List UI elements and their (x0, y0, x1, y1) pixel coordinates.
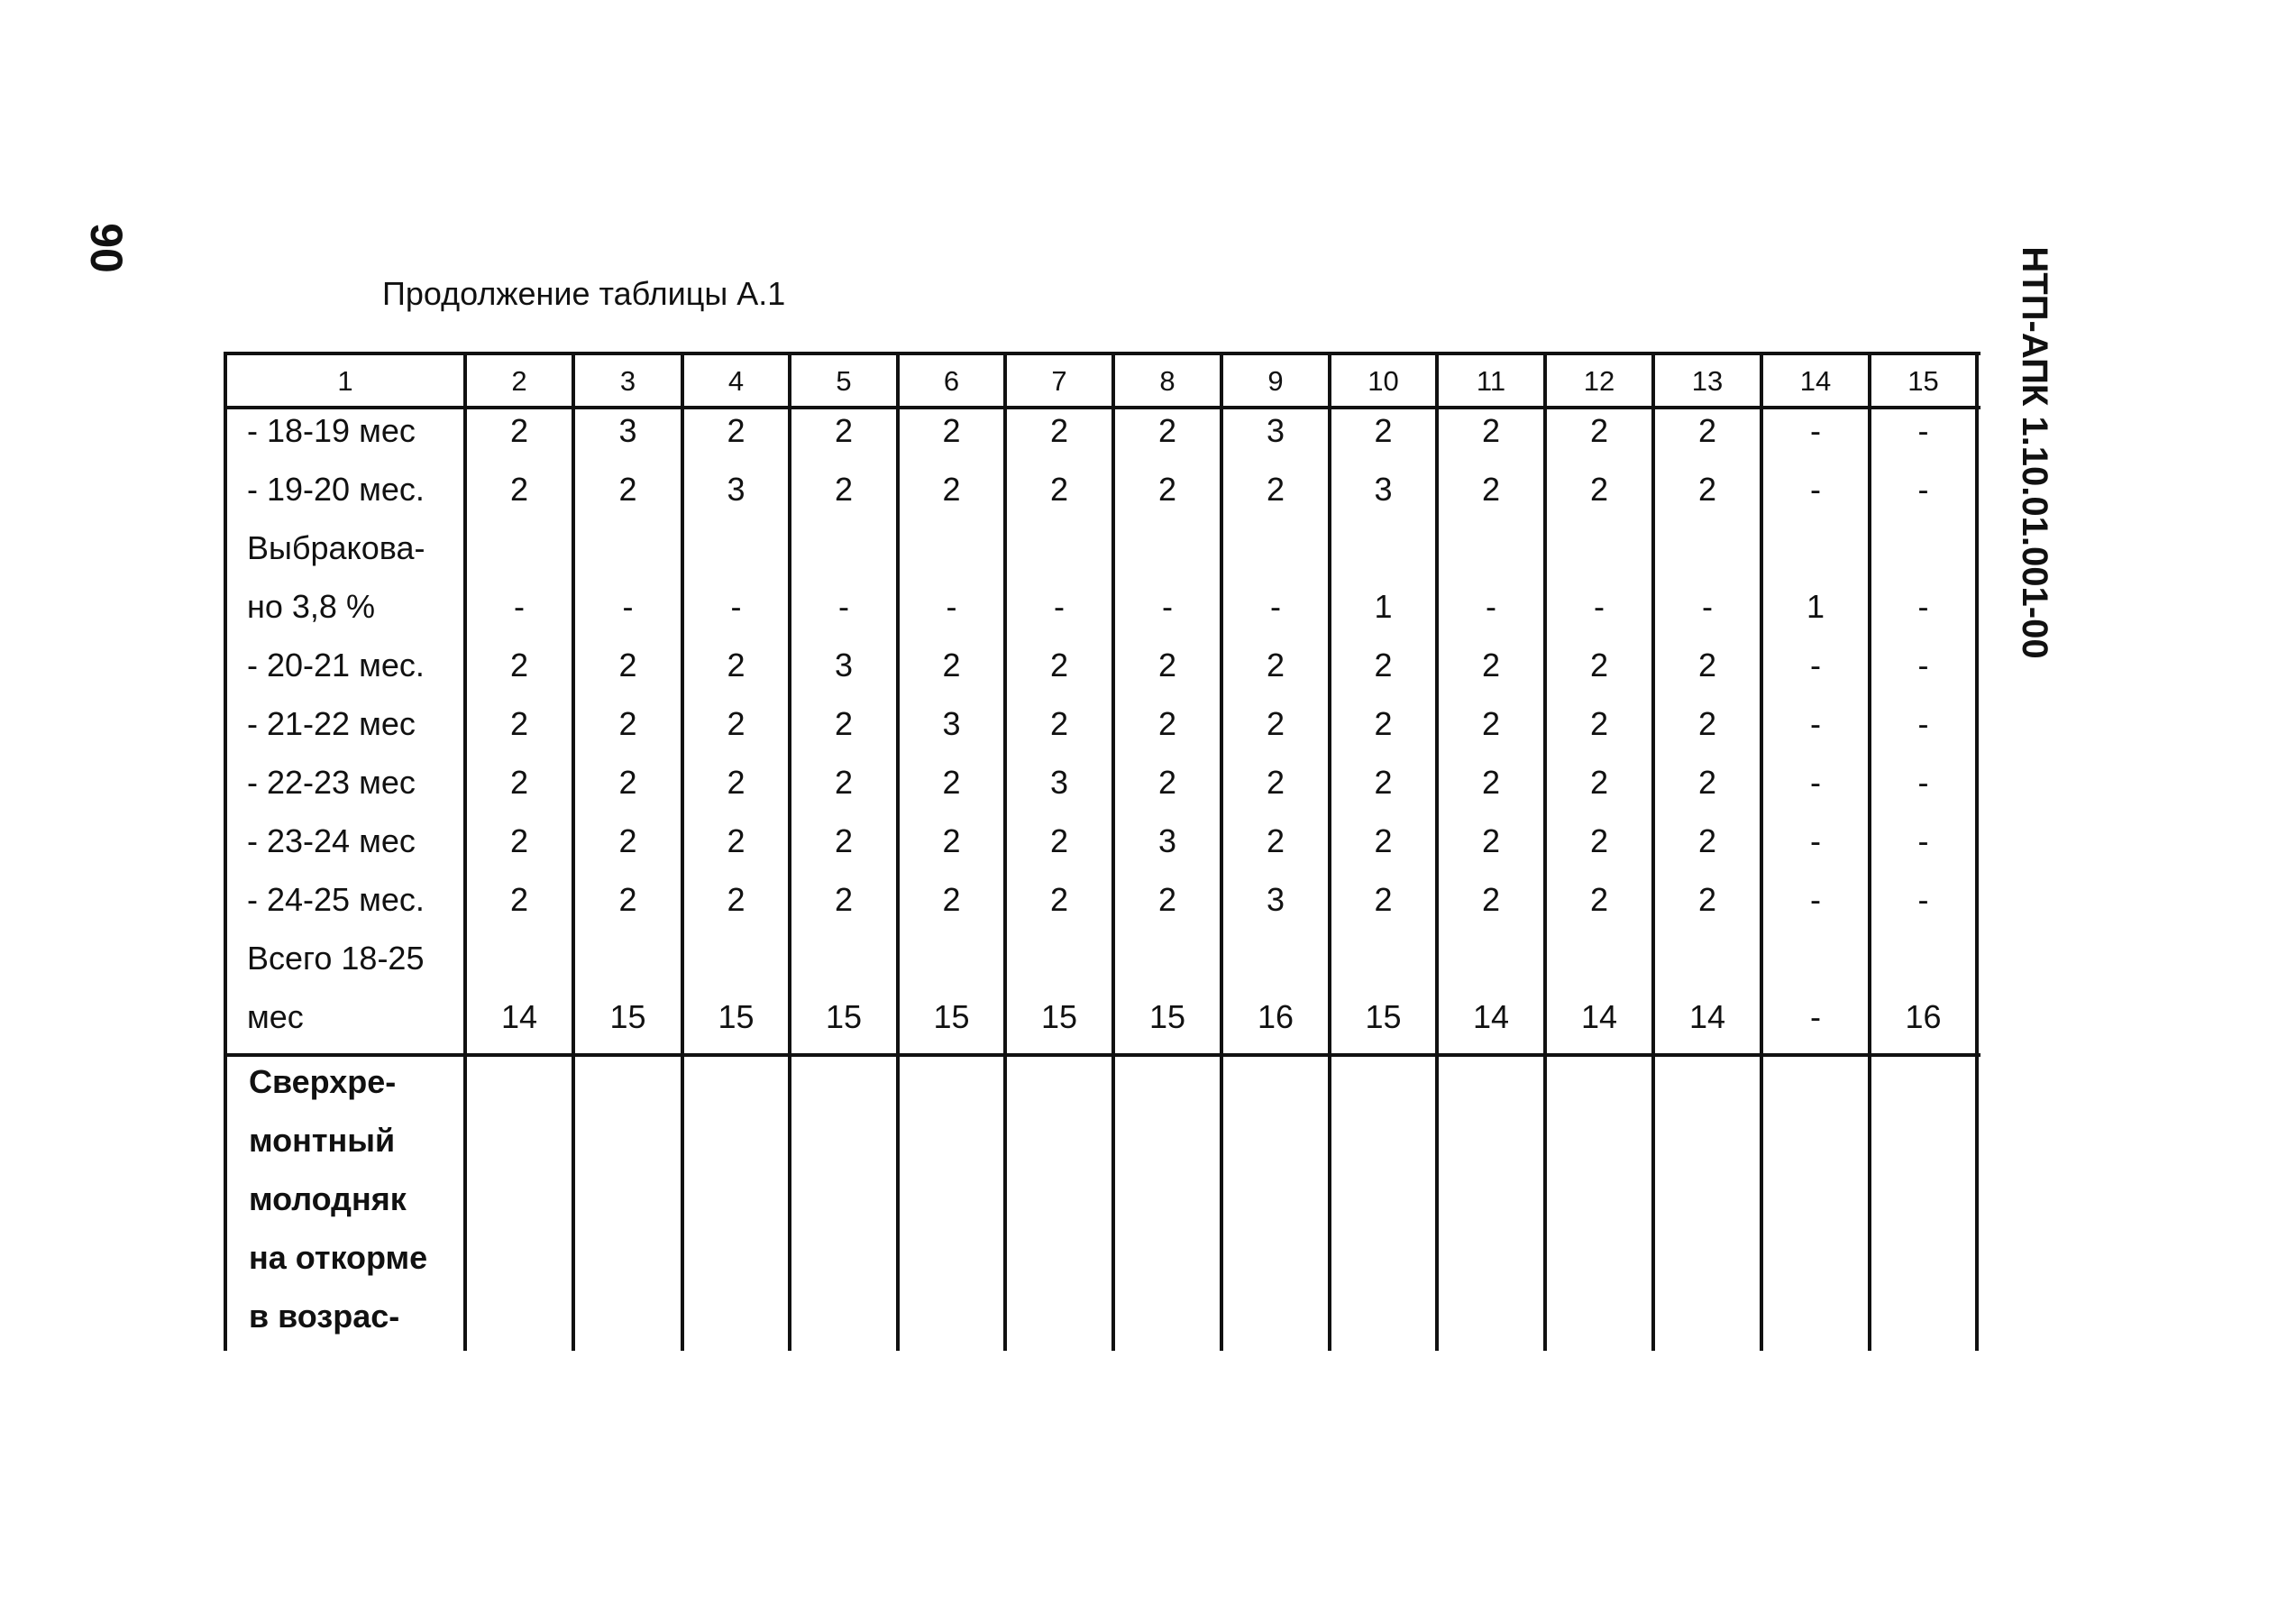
table-cell: 2 (618, 822, 637, 859)
table-cell: 3 (1049, 764, 1069, 801)
header-cell: 6 (943, 365, 960, 397)
table-cell: 3 (1157, 822, 1177, 859)
header-cell: 4 (727, 365, 745, 397)
table-cell: 3 (618, 412, 637, 449)
section-label-line: на откорме (249, 1239, 428, 1276)
table-cell: 2 (1157, 471, 1177, 508)
table-cell: 2 (942, 822, 961, 859)
header-cell: 10 (1368, 365, 1399, 397)
table-cell: - (730, 588, 742, 625)
table-cell: 2 (1049, 881, 1069, 918)
table-cell: 3 (1266, 881, 1285, 918)
table-cell: 2 (1697, 471, 1717, 508)
table-cell: 2 (834, 764, 854, 801)
table-cell: 15 (1365, 998, 1402, 1035)
table-cell: 2 (1266, 822, 1285, 859)
table-cell: - (1810, 471, 1821, 508)
table-cell: - (1917, 822, 1929, 859)
table-cell: 2 (942, 412, 961, 449)
table-cell: - (1162, 588, 1173, 625)
table-cell: 2 (834, 705, 854, 742)
table-cell: 2 (618, 764, 637, 801)
table-cell: 2 (509, 822, 529, 859)
table-cell: 2 (1481, 471, 1501, 508)
table-cell: 2 (1049, 647, 1069, 684)
header-cell: 12 (1583, 365, 1615, 397)
header-cell: 14 (1799, 365, 1832, 397)
table-cell: - (1917, 764, 1929, 801)
section-label-line: в возрас- (249, 1298, 400, 1335)
table-cell: - (1810, 998, 1821, 1035)
table-cell: 2 (1481, 412, 1501, 449)
table-cell: 2 (1374, 412, 1393, 449)
table-cell: 2 (1589, 471, 1609, 508)
table-cell: - (1270, 588, 1281, 625)
table-cell: 2 (1589, 822, 1609, 859)
table-cell: - (1917, 471, 1929, 508)
table-cell: 2 (1374, 822, 1393, 859)
table-cell: 2 (618, 705, 637, 742)
table-cell: 2 (834, 471, 854, 508)
header-cell: 3 (619, 365, 636, 397)
table-cell: 2 (834, 412, 854, 449)
table-cell: 3 (1266, 412, 1285, 449)
row-label: мес (247, 998, 304, 1035)
table-cell: 1 (1374, 588, 1393, 625)
table-cell: 3 (1374, 471, 1393, 508)
header-cell: 8 (1159, 365, 1175, 397)
table-cell: 2 (509, 647, 529, 684)
table-cell: 2 (1374, 705, 1393, 742)
section-label-line: Сверхре- (249, 1063, 397, 1100)
table-cell: 2 (1481, 705, 1501, 742)
table-cell: 14 (1472, 998, 1510, 1035)
header-cell: 9 (1267, 365, 1284, 397)
table-cell: 2 (1697, 822, 1717, 859)
table-cell: 2 (1374, 764, 1393, 801)
table-cell: 2 (1266, 764, 1285, 801)
table-cell: 2 (509, 471, 529, 508)
table-cell: 2 (1157, 412, 1177, 449)
table-cell: 2 (942, 471, 961, 508)
section-label-line: монтный (249, 1122, 396, 1159)
table-cell: - (1810, 822, 1821, 859)
row-label: Выбракова- (247, 529, 425, 566)
table-cell: 2 (1697, 881, 1717, 918)
header-cell: 7 (1051, 365, 1067, 397)
table-cell: - (1702, 588, 1713, 625)
table-cell: 3 (834, 647, 854, 684)
column-border (224, 352, 227, 1351)
table-cell: 2 (618, 647, 637, 684)
table-cell: 2 (618, 881, 637, 918)
table-caption: Продолжение таблицы А.1 (382, 275, 786, 312)
table-cell: 2 (727, 822, 746, 859)
table-cell: 3 (727, 471, 746, 508)
table-cell: - (1810, 881, 1821, 918)
table-cell: - (1810, 412, 1821, 449)
table-cell: 2 (1374, 647, 1393, 684)
table-cell: 2 (1481, 822, 1501, 859)
table-cell: 2 (727, 412, 746, 449)
row-label: - 22-23 мес (247, 764, 416, 801)
page-number: 90 (81, 223, 132, 273)
table-cell: 14 (1688, 998, 1726, 1035)
table-cell: 2 (834, 822, 854, 859)
table-cell: - (1810, 705, 1821, 742)
table-cell: 2 (1481, 764, 1501, 801)
row-label: - 21-22 мес (247, 705, 416, 742)
table-cell: 2 (1697, 764, 1717, 801)
table-cell: 2 (1697, 705, 1717, 742)
table-cell: 15 (609, 998, 646, 1035)
table-cell: 2 (1157, 705, 1177, 742)
table-cell: 2 (1374, 881, 1393, 918)
table-cell: 2 (1589, 881, 1609, 918)
table-cell: 2 (1049, 822, 1069, 859)
table-cell: 3 (942, 705, 961, 742)
table-cell: 2 (509, 705, 529, 742)
header-cell: 1 (337, 365, 353, 397)
table-cell: 2 (1697, 412, 1717, 449)
row-label: - 19-20 мес. (247, 471, 425, 508)
table-cell: 2 (727, 705, 746, 742)
table-cell: 2 (1157, 764, 1177, 801)
row-label: но 3,8 % (247, 588, 375, 625)
table-cell: 16 (1905, 998, 1942, 1035)
table-cell: 1 (1806, 588, 1825, 625)
section-divider (225, 1053, 1980, 1057)
table-cell: 2 (1049, 471, 1069, 508)
table-cell: 2 (942, 881, 961, 918)
row-label: - 20-21 мес. (247, 647, 425, 684)
table-cell: - (1917, 647, 1929, 684)
table-cell: 2 (1589, 764, 1609, 801)
row-label: - 23-24 мес (247, 822, 416, 859)
section-label-line: молодняк (249, 1180, 407, 1217)
table-cell: 2 (509, 412, 529, 449)
table-cell: 2 (1157, 881, 1177, 918)
header-cell: 13 (1691, 365, 1724, 397)
table-cell: 2 (1481, 881, 1501, 918)
table-cell: 2 (834, 881, 854, 918)
table-cell: - (1810, 764, 1821, 801)
row-label: Всего 18-25 (247, 940, 425, 977)
table-cell: 2 (1697, 647, 1717, 684)
table-cell: - (1917, 412, 1929, 449)
table-cell: 14 (1580, 998, 1618, 1035)
table-cell: - (622, 588, 634, 625)
table-cell: 15 (1148, 998, 1186, 1035)
table-cell: 15 (718, 998, 755, 1035)
table-cell: 2 (727, 881, 746, 918)
table-cell: 2 (509, 881, 529, 918)
header-cell: 15 (1907, 365, 1939, 397)
table-cell: 2 (1266, 705, 1285, 742)
table-cell: 2 (1266, 471, 1285, 508)
row-label: - 18-19 мес (247, 412, 416, 449)
table-cell: 2 (942, 764, 961, 801)
table-cell: 2 (1049, 705, 1069, 742)
table-cell: 2 (1589, 647, 1609, 684)
table-cell: - (514, 588, 525, 625)
table-cell: - (946, 588, 957, 625)
table-cell: 15 (825, 998, 863, 1035)
table-cell: 2 (509, 764, 529, 801)
table-cell: 15 (1040, 998, 1078, 1035)
table-cell: 2 (942, 647, 961, 684)
table-cell: 2 (1049, 412, 1069, 449)
table-cell: 2 (618, 471, 637, 508)
header-cell: 11 (1476, 365, 1506, 397)
table-cell: 14 (500, 998, 538, 1035)
table-cell: 2 (1589, 705, 1609, 742)
table-cell: 15 (933, 998, 970, 1035)
table-cell: 2 (1589, 412, 1609, 449)
table-cell: 2 (1157, 647, 1177, 684)
table-cell: - (838, 588, 849, 625)
table-cell: - (1594, 588, 1605, 625)
document-code: НТП-АПК 1.10.01.001-00 (2015, 246, 2054, 659)
table-cell: - (1810, 647, 1821, 684)
row-label: - 24-25 мес. (247, 881, 425, 918)
header-cell: 2 (511, 365, 527, 397)
table-cell: - (1486, 588, 1496, 625)
table-cell: - (1917, 881, 1929, 918)
table-cell: 16 (1257, 998, 1294, 1035)
table-cell: 2 (727, 647, 746, 684)
table-cell: 2 (727, 764, 746, 801)
table-cell: - (1917, 588, 1929, 625)
header-cell: 5 (836, 365, 852, 397)
table-cell: 2 (1266, 647, 1285, 684)
table-cell: - (1054, 588, 1065, 625)
table-cell: 2 (1481, 647, 1501, 684)
table-cell: - (1917, 705, 1929, 742)
